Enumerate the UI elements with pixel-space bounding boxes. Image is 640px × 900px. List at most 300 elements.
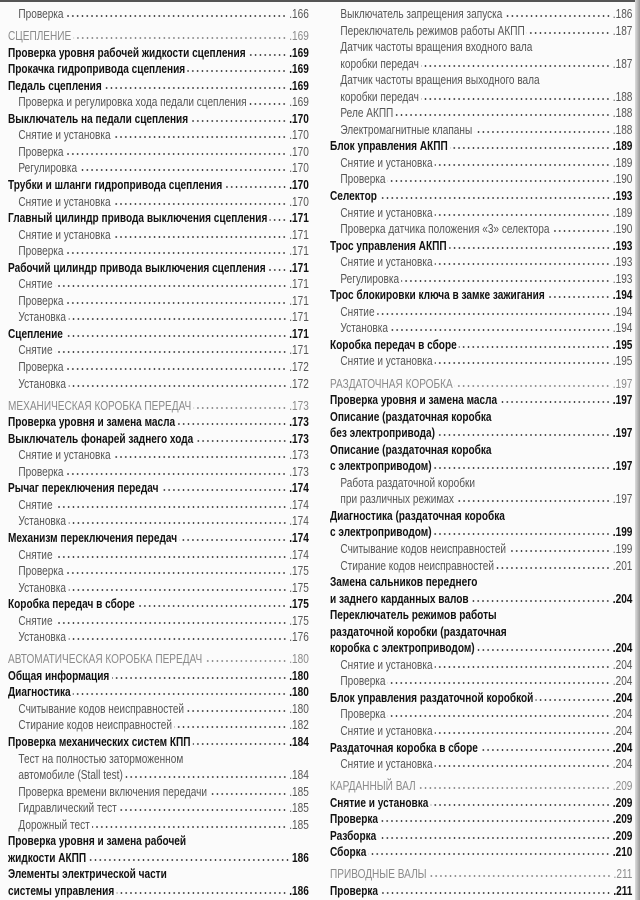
toc-entry-title: Стирание кодов неисправностей: [18, 718, 173, 733]
dot-leader: [193, 743, 287, 745]
toc-entry: [8, 734, 309, 751]
page-number: .174: [289, 497, 309, 512]
toc-entry: [330, 844, 632, 861]
toc-line: [8, 6, 309, 23]
toc-entry-title: Рабочий цилиндр привода выключения сцепления: [8, 260, 266, 275]
toc-entry-title: Проверка: [18, 7, 64, 21]
page-number: .193: [612, 189, 633, 204]
toc-subentry: [8, 580, 309, 597]
page-number: .171: [289, 277, 309, 292]
toc-line: [330, 188, 632, 205]
dot-leader: [179, 539, 286, 541]
dot-leader: [547, 296, 610, 298]
toc-line: [8, 629, 309, 646]
toc-entry-title: Снятие: [18, 277, 53, 292]
toc-entry-title: Стирание кодов неисправностей: [340, 558, 495, 573]
page-number: .188: [612, 106, 633, 121]
toc-line: [330, 171, 632, 188]
toc-subentry: [8, 464, 309, 481]
toc-subentry: [8, 309, 309, 326]
toc-entry-title: Проверка уровня рабочей жидкости сцепления: [8, 45, 246, 60]
toc-entry: [330, 574, 632, 607]
toc-line: [330, 883, 632, 900]
toc-line: [8, 767, 309, 784]
toc-line: [8, 513, 309, 530]
page-number: .169: [289, 62, 309, 77]
toc-line: [8, 530, 309, 547]
toc-entry: [8, 111, 309, 128]
toc-line: [330, 271, 632, 288]
page-number: .190: [612, 222, 633, 237]
page-number: .166: [289, 7, 309, 21]
dot-leader: [161, 489, 287, 491]
toc-entry-title: Датчик частоты вращения входного вала: [340, 40, 533, 55]
toc-entry-title: Электромагнитные клапаны: [340, 122, 473, 137]
page-top-rule: [0, 0, 640, 2]
dot-leader: [209, 793, 286, 795]
toc-line: [330, 392, 632, 409]
toc-line: [330, 475, 632, 492]
dot-leader: [68, 589, 286, 591]
toc-entry: [8, 596, 309, 613]
dot-leader: [268, 269, 287, 271]
page-number: .193: [612, 238, 633, 253]
toc-subentry: [8, 342, 309, 359]
dot-leader: [248, 54, 287, 56]
page-number: .171: [289, 326, 309, 341]
page-number: .195: [612, 354, 633, 369]
toc-subentry: [330, 673, 632, 690]
toc-line: [8, 734, 309, 751]
toc-entry-title: Проверка механических систем КПП: [8, 735, 191, 750]
toc-subentry: [330, 541, 632, 558]
toc-entry-title: Проверка: [18, 359, 64, 374]
page-number: .204: [612, 690, 633, 705]
toc-entry: [8, 833, 309, 866]
toc-subentry: [330, 171, 632, 188]
toc-line: [330, 690, 632, 707]
toc-entry-title: Реле АКПП: [340, 106, 394, 121]
toc-line: [8, 431, 309, 448]
page-number: .175: [289, 580, 309, 595]
toc-entry-title: Установка: [18, 310, 67, 325]
toc-entry-title: Снятие и установка: [18, 128, 111, 143]
page-number: .209: [612, 779, 633, 794]
page-number: .197: [612, 426, 633, 441]
page-number: .204: [612, 641, 633, 656]
toc-section-heading: [8, 28, 309, 45]
toc-entry-title: Общая информация: [8, 668, 110, 683]
toc-entry-title: Проверка: [340, 172, 386, 187]
toc-entry-title: Считывание кодов неисправностей: [340, 542, 507, 556]
page-number: .172: [289, 376, 309, 391]
toc-entry-title: Проверка: [18, 293, 64, 308]
toc-line: [8, 309, 309, 326]
toc-line: [330, 607, 632, 624]
dot-leader: [55, 351, 287, 353]
toc-line: [330, 320, 632, 337]
toc-subentry: [330, 756, 632, 773]
toc-line: [8, 194, 309, 211]
toc-line: [8, 276, 309, 293]
dot-leader: [66, 302, 287, 304]
toc-line: [8, 260, 309, 277]
toc-line: [330, 723, 632, 740]
toc-subentry: [8, 359, 309, 376]
page-number: .184: [289, 735, 309, 750]
dot-leader: [435, 765, 610, 767]
toc-line: [330, 795, 632, 812]
toc-entry-title: Установка: [18, 514, 67, 529]
toc-subentry: [330, 155, 632, 172]
toc-entry-title: Переключатель режимов работы АКПП: [340, 23, 525, 38]
toc-entry: [8, 210, 309, 227]
page-number: .174: [289, 547, 309, 562]
toc-line: [8, 684, 309, 701]
page-number: .204: [612, 657, 633, 672]
toc-entry-title: Проверка: [340, 707, 386, 722]
toc-line: [8, 464, 309, 481]
toc-line: [330, 811, 632, 828]
page-number: .187: [612, 56, 633, 71]
toc-subentry: [8, 144, 309, 161]
dot-leader: [66, 572, 287, 574]
toc-line: [330, 541, 632, 558]
page-number: .190: [612, 172, 633, 187]
page-number: .197: [612, 393, 633, 408]
toc-line: [330, 828, 632, 845]
toc-entry-title: Проверка уровня и замена масла: [330, 393, 498, 408]
page-number: .188: [612, 89, 633, 104]
toc-entry: [8, 45, 309, 62]
page-number: .204: [612, 724, 633, 739]
toc-entry-title: Описание (раздаточная коробка: [330, 442, 492, 457]
page-number: .194: [612, 288, 633, 303]
dot-leader: [369, 853, 611, 855]
toc-subentry: [330, 72, 632, 105]
dot-leader: [125, 776, 287, 778]
dot-leader: [380, 820, 610, 822]
page-number: .176: [289, 630, 309, 645]
toc-line: [330, 740, 632, 757]
dot-leader: [188, 70, 287, 72]
dot-leader: [429, 875, 611, 877]
dot-leader: [380, 892, 611, 894]
toc-entry-title: Выключатель на педали сцепления: [8, 111, 189, 126]
page-number: .180: [289, 701, 309, 716]
toc-subentry: [8, 276, 309, 293]
toc-line: [330, 756, 632, 773]
toc-subentry: [330, 271, 632, 288]
dot-leader: [79, 169, 286, 171]
toc-entry-title: Снятие: [18, 343, 53, 358]
toc-line: [8, 45, 309, 62]
toc-entry-title: Замена сальников переднего: [330, 575, 478, 590]
dot-leader: [388, 682, 610, 684]
dot-leader: [450, 147, 610, 149]
toc-entry-title: Прокачка гидропривода сцепления: [8, 62, 186, 77]
page-number: .171: [289, 211, 309, 226]
toc-subentry: [8, 513, 309, 530]
dot-leader: [113, 136, 287, 138]
toc-line: [330, 122, 632, 139]
page-number: .173: [289, 431, 309, 446]
toc-column-right: [330, 6, 632, 899]
toc-entry-title: Гидравлический тест: [18, 801, 117, 816]
toc-line: [330, 866, 632, 883]
toc-line: [330, 508, 632, 525]
dot-leader: [388, 715, 610, 717]
dot-leader: [119, 809, 287, 811]
toc-line: [330, 254, 632, 271]
page-number: .171: [289, 293, 309, 308]
page-number: .186: [612, 7, 633, 21]
toc-subentry: [8, 751, 309, 784]
toc-line: [8, 613, 309, 630]
toc-line: [330, 778, 632, 795]
toc-subentry: [8, 701, 309, 718]
toc-entry-title: коробки передач: [340, 56, 419, 71]
toc-entry: [8, 260, 309, 277]
toc-entry-title: и заднего карданных валов: [330, 591, 469, 606]
page-number: .171: [289, 260, 309, 275]
dot-leader: [178, 423, 287, 425]
dot-leader: [117, 892, 287, 894]
toc-entry-title: Тест на полностью заторможенном: [18, 751, 184, 766]
toc-entry: [8, 668, 309, 685]
dot-leader: [536, 699, 611, 701]
toc-line: [330, 221, 632, 238]
dot-leader: [455, 385, 610, 387]
toc-line: [330, 657, 632, 674]
toc-entry-title: Регулировка: [340, 271, 400, 286]
page-number: .197: [612, 459, 633, 474]
page-number: .204: [612, 591, 633, 606]
dot-leader: [377, 313, 610, 315]
toc-entry: [330, 238, 632, 255]
toc-entry: [330, 607, 632, 657]
toc-entry-title: Проверка: [330, 812, 379, 827]
dot-leader: [434, 467, 610, 469]
toc-line: [330, 6, 632, 23]
toc-line: [8, 243, 309, 260]
toc-subentry: [330, 39, 632, 72]
toc-entry-title: АВТОМАТИЧЕСКАЯ КОРОБКА ПЕРЕДАЧ: [8, 652, 203, 667]
toc-subentry: [8, 194, 309, 211]
page-number: .199: [612, 525, 633, 540]
toc-entry-title: Установка: [18, 580, 67, 595]
dot-leader: [435, 362, 610, 364]
dot-leader: [66, 473, 287, 475]
toc-entry: [8, 78, 309, 95]
dot-leader: [396, 114, 611, 116]
toc-line: [330, 524, 632, 541]
toc-subentry: [330, 320, 632, 337]
page-number: .172: [289, 359, 309, 374]
toc-entry: [8, 61, 309, 78]
toc-subentry: [8, 547, 309, 564]
toc-line: [330, 376, 632, 393]
toc-entry-title: Снятие и установка: [340, 354, 433, 369]
page-number: .174: [289, 481, 309, 496]
dot-leader: [435, 214, 610, 216]
toc-line: [330, 442, 632, 459]
dot-leader: [456, 500, 610, 502]
dot-leader: [379, 197, 610, 199]
toc-entry-title: без электропривода): [330, 426, 435, 441]
dot-leader: [66, 252, 287, 254]
toc-line: [8, 342, 309, 359]
dot-leader: [112, 677, 287, 679]
toc-line: [8, 127, 309, 144]
toc-line: [330, 138, 632, 155]
dot-leader: [437, 434, 610, 436]
dot-leader: [55, 556, 287, 558]
page-number: .180: [289, 652, 309, 667]
dot-leader: [379, 837, 611, 839]
toc-subentry: [330, 304, 632, 321]
toc-entry-title: Датчик частоты вращения выходного вала: [340, 73, 540, 88]
page-number: .204: [612, 674, 633, 689]
dot-leader: [435, 666, 610, 668]
page-number: .209: [612, 828, 633, 843]
toc-entry: [330, 138, 632, 155]
toc-entry-title: при различных режимах: [340, 492, 454, 507]
toc-subentry: [8, 293, 309, 310]
page-number: .204: [612, 707, 633, 722]
toc-entry: [330, 811, 632, 828]
toc-subentry: [330, 105, 632, 122]
toc-subentry: [330, 706, 632, 723]
toc-subentry: [330, 254, 632, 271]
page-number: .193: [612, 255, 633, 270]
toc-entry: [330, 287, 632, 304]
toc-entry-title: Главный цилиндр привода выключения сцепления: [8, 211, 268, 226]
toc-entry: [330, 883, 632, 900]
toc-line: [330, 425, 632, 442]
toc-line: [8, 94, 309, 111]
dot-leader: [68, 318, 286, 320]
toc-entry-title: с электроприводом): [330, 459, 432, 474]
toc-entry-title: Установка: [18, 376, 67, 391]
toc-line: [330, 706, 632, 723]
toc-entry-title: Проверка уровня и замена рабочей: [8, 834, 187, 849]
dot-leader: [68, 522, 286, 524]
toc-subentry: [330, 221, 632, 238]
toc-entry-title: Снятие: [340, 304, 375, 319]
dot-leader: [418, 787, 610, 789]
toc-line: [8, 547, 309, 564]
dot-leader: [552, 230, 611, 232]
toc-entry: [330, 508, 632, 541]
dot-leader: [390, 329, 610, 331]
toc-line: [8, 160, 309, 177]
dot-leader: [449, 247, 610, 249]
dot-leader: [137, 605, 287, 607]
page-number: .186: [289, 883, 309, 898]
dot-leader: [471, 600, 610, 602]
page-number: .209: [612, 795, 633, 810]
toc-subentry: [8, 243, 309, 260]
toc-entry-title: Блок управления АКПП: [330, 139, 448, 154]
page-number: .175: [289, 597, 309, 612]
page-number: .180: [289, 668, 309, 683]
page-number: .194: [612, 304, 633, 319]
toc-section-heading: [330, 376, 632, 393]
dot-leader: [73, 693, 287, 695]
toc-line: [8, 111, 309, 128]
dot-leader: [270, 219, 287, 221]
toc-line: [8, 800, 309, 817]
page-number: .171: [289, 310, 309, 325]
toc-line: [8, 651, 309, 668]
toc-line: [8, 668, 309, 685]
dot-leader: [505, 15, 611, 17]
toc-entry-title: Проверка и регулировка хода педали сцепления: [18, 95, 247, 110]
dot-leader: [249, 103, 287, 105]
toc-line: [330, 491, 632, 508]
toc-entry-title: Проверка: [340, 674, 386, 689]
page-number: .209: [612, 812, 633, 827]
toc-subentry: [8, 376, 309, 393]
toc-subentry: [8, 127, 309, 144]
toc-subentry: [8, 497, 309, 514]
toc-line: [8, 177, 309, 194]
page-number: .189: [612, 139, 633, 154]
toc-entry-title: Снятие и установка: [340, 657, 433, 672]
toc-line: [8, 210, 309, 227]
toc-entry-title: с электроприводом): [330, 525, 432, 540]
dot-leader: [480, 749, 610, 751]
dot-leader: [186, 710, 286, 712]
page-number: .189: [612, 155, 633, 170]
dot-leader: [225, 186, 287, 188]
dot-leader: [191, 120, 287, 122]
toc-entry-title: Раздаточная коробка в сборе: [330, 740, 478, 755]
page-number: .170: [289, 144, 309, 159]
toc-line: [330, 56, 632, 73]
toc-entry-title: Трос блокировки ключа в замке зажигания: [330, 288, 545, 303]
page-edge-shadow: [635, 0, 640, 900]
dot-leader: [113, 203, 287, 205]
toc-line: [330, 287, 632, 304]
toc-section-heading: [330, 866, 632, 883]
page-number: .204: [612, 740, 633, 755]
page-number: .170: [289, 128, 309, 143]
dot-leader: [66, 153, 287, 155]
page-number: .171: [289, 244, 309, 259]
toc-line: [8, 293, 309, 310]
toc-entry-title: Проверка уровня и замена масла: [8, 415, 176, 430]
toc-entry-title: Снятие и установка: [340, 155, 433, 170]
toc-line: [8, 817, 309, 834]
toc-subentry: [330, 122, 632, 139]
toc-entry-title: Селектор: [330, 189, 377, 204]
toc-subentry: [8, 800, 309, 817]
toc-entry: [8, 431, 309, 448]
dot-leader: [500, 401, 611, 403]
toc-subentry: [330, 723, 632, 740]
toc-line: [8, 563, 309, 580]
toc-entry-title: Диагностика: [8, 685, 71, 700]
toc-entry-title: Снятие и установка: [330, 795, 429, 810]
page-number: .171: [289, 227, 309, 242]
toc-entry-title: Проверка датчика положения «3» селектора: [340, 222, 550, 237]
toc-subentry: [330, 6, 632, 23]
toc-line: [8, 61, 309, 78]
dot-leader: [194, 407, 287, 409]
page-number: 186: [291, 850, 309, 865]
